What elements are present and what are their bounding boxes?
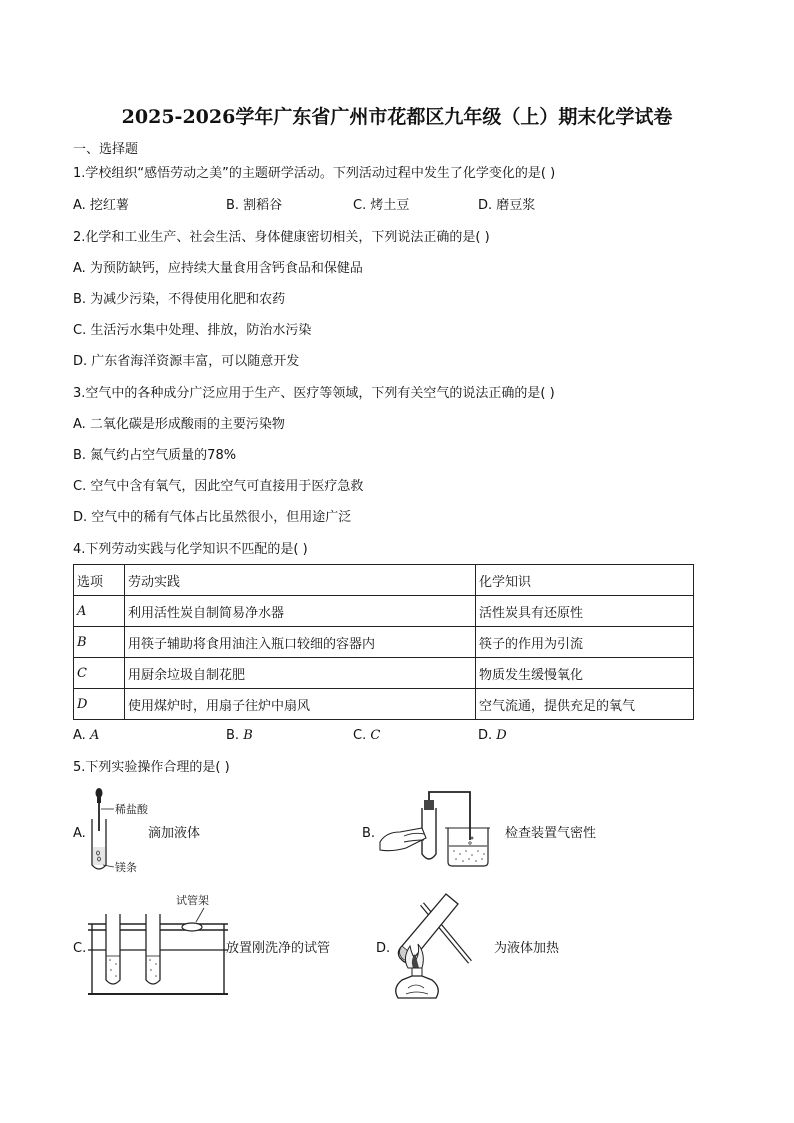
q5-option-d-letter[interactable]: D. bbox=[376, 941, 391, 956]
table-cell: 物质发生缓慢氧化 bbox=[476, 658, 694, 689]
q1-option-d[interactable]: D. 磨豆浆 bbox=[478, 198, 536, 213]
q2-option-c[interactable]: C. 生活污水集中处理、排放，防治水污染 bbox=[73, 323, 312, 338]
table-cell: C bbox=[74, 658, 125, 689]
q1-option-c[interactable]: C. 烤土豆 bbox=[353, 198, 410, 213]
question-4-stem: 4.下列劳动实践与化学知识不匹配的是( ) bbox=[73, 542, 308, 557]
q4-option-a[interactable] bbox=[73, 728, 99, 744]
label-test-tube-rack: 试管架 bbox=[176, 894, 209, 907]
q5-option-c-caption: 放置刚洗净的试管 bbox=[226, 941, 331, 956]
q1-option-a[interactable]: A. 挖红薯 bbox=[73, 198, 129, 213]
option-prefix: B. bbox=[226, 728, 244, 743]
table-header-cell: 劳动实践 bbox=[125, 565, 476, 596]
q4-option-c[interactable] bbox=[353, 728, 380, 744]
q1-option-b[interactable]: B. 割稻谷 bbox=[226, 198, 283, 213]
table-header-row bbox=[74, 565, 694, 596]
q2-option-d[interactable]: D. 广东省海洋资源丰富，可以随意开发 bbox=[73, 354, 300, 369]
option-prefix: A. bbox=[73, 728, 90, 743]
q5-option-a-letter[interactable]: A. bbox=[73, 826, 86, 841]
q5-option-a-caption: 滴加液体 bbox=[148, 826, 201, 841]
label-hydrochloric-acid: 稀盐酸 bbox=[115, 803, 148, 816]
airtightness-check-figure bbox=[378, 788, 502, 872]
question-3-stem: 3.空气中的各种成分广泛应用于生产、医疗等领域，下列有关空气的说法正确的是( ) bbox=[73, 386, 555, 401]
option-letter: D bbox=[496, 728, 507, 743]
table-cell: 用筷子辅助将食用油注入瓶口较细的容器内 bbox=[125, 627, 476, 658]
table-cell: 使用煤炉时，用扇子往炉中扇风 bbox=[125, 689, 476, 720]
table-row bbox=[74, 689, 694, 720]
q5-option-c-letter[interactable]: C. bbox=[73, 941, 87, 956]
q2-option-b[interactable]: B. 为减少污染，不得使用化肥和农药 bbox=[73, 292, 286, 307]
option-prefix: D. bbox=[478, 728, 497, 743]
q5-option-b-caption: 检查装置气密性 bbox=[505, 826, 597, 841]
label-magnesium-strip: 镁条 bbox=[115, 861, 137, 874]
dropper-test-tube-figure bbox=[84, 785, 150, 879]
table-cell: 活性炭具有还原性 bbox=[476, 596, 694, 627]
table-row bbox=[74, 596, 694, 627]
table-header-cell: 化学知识 bbox=[476, 565, 694, 596]
q3-option-b[interactable]: B. 氮气约占空气质量的78% bbox=[73, 448, 237, 463]
q2-option-a[interactable]: A. 为预防缺钙，应持续大量食用含钙食品和保健品 bbox=[73, 261, 363, 276]
table-cell: 用厨余垃圾自制花肥 bbox=[125, 658, 476, 689]
q5-option-b-letter[interactable]: B. bbox=[362, 826, 376, 841]
heating-liquid-figure bbox=[388, 888, 492, 1004]
question-2-stem: 2.化学和工业生产、社会生活、身体健康密切相关，下列说法正确的是( ) bbox=[73, 230, 490, 245]
table-cell: 空气流通，提供充足的氧气 bbox=[476, 689, 694, 720]
table-row bbox=[74, 627, 694, 658]
q5-option-d-caption: 为液体加热 bbox=[494, 941, 560, 956]
question-5-stem: 5.下列实验操作合理的是( ) bbox=[73, 760, 230, 775]
table-cell: B bbox=[74, 627, 125, 658]
table-row bbox=[74, 658, 694, 689]
option-letter: A bbox=[89, 728, 100, 743]
option-prefix: C. bbox=[353, 728, 371, 743]
q3-option-c[interactable]: C. 空气中含有氧气，因此空气可直接用于医疗急救 bbox=[73, 479, 364, 494]
question-1-stem: 1.学校组织“感悟劳动之美”的主题研学活动。下列活动过程中发生了化学变化的是( ) bbox=[73, 166, 556, 181]
q4-table bbox=[73, 564, 694, 720]
table-header-cell: 选项 bbox=[74, 565, 125, 596]
table-cell: 筷子的作用为引流 bbox=[476, 627, 694, 658]
q4-option-d[interactable] bbox=[478, 728, 507, 744]
option-letter: B bbox=[243, 728, 253, 743]
q3-option-d[interactable]: D. 空气中的稀有气体占比虽然很小，但用途广泛 bbox=[73, 510, 352, 525]
table-cell: D bbox=[74, 689, 125, 720]
table-cell: 利用活性炭自制简易净水器 bbox=[125, 596, 476, 627]
option-letter: C bbox=[370, 728, 381, 743]
exam-title: 2025-2026学年广东省广州市花都区九年级（上）期末化学试卷 bbox=[121, 106, 673, 128]
q3-option-a[interactable]: A. 二氧化碳是形成酸雨的主要污染物 bbox=[73, 417, 285, 432]
section-heading: 一、选择题 bbox=[73, 142, 139, 157]
table-cell: A bbox=[74, 596, 125, 627]
test-tube-rack-figure bbox=[86, 890, 232, 1000]
q4-option-b[interactable] bbox=[226, 728, 253, 744]
